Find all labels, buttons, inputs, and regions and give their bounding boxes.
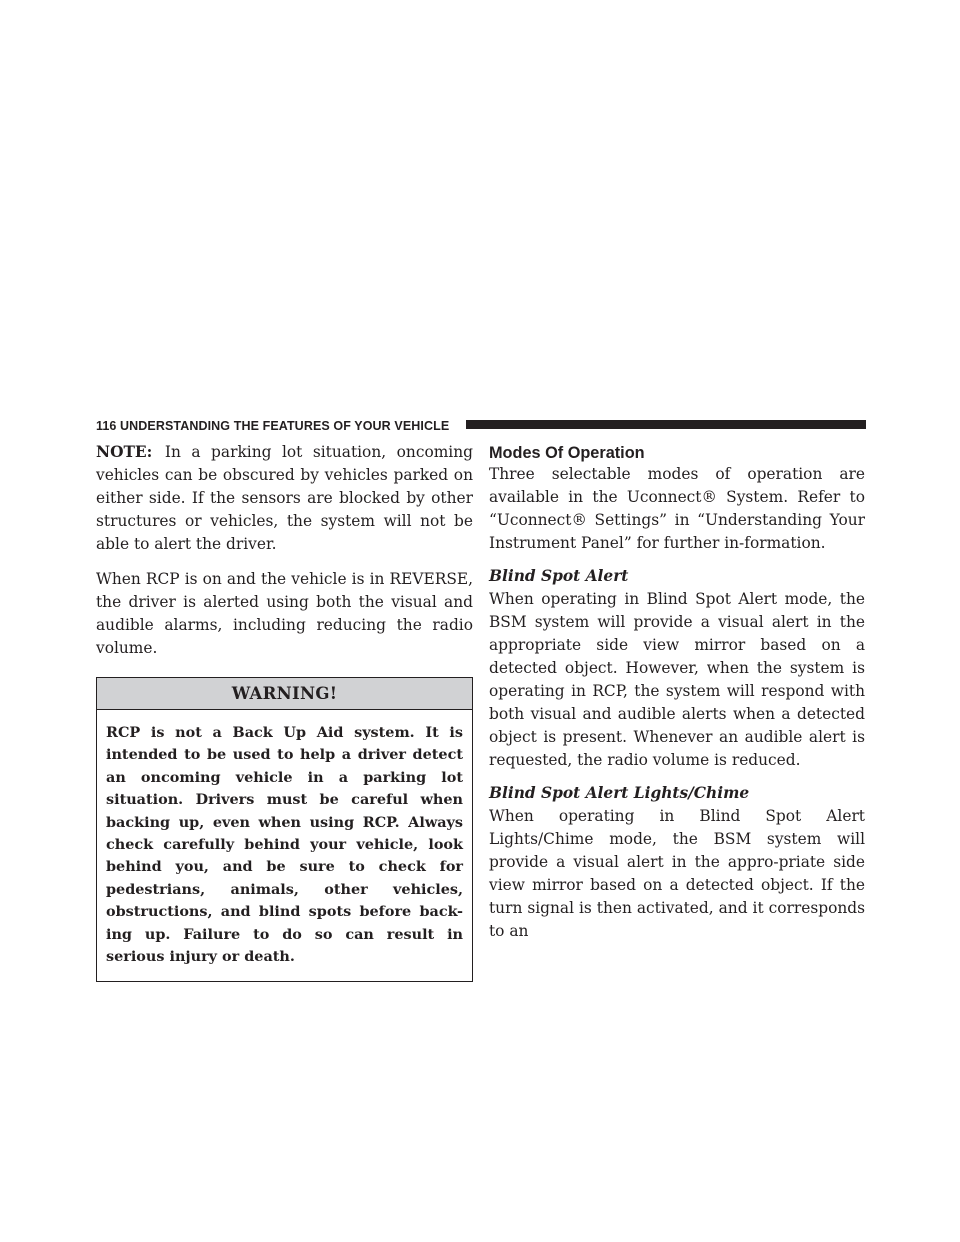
warning-box [96,677,473,982]
note-label: NOTE: [96,443,153,461]
page-number-and-section: 116 UNDERSTANDING THE FEATURES OF YOUR VEHICLE [96,419,450,433]
note-paragraph [96,441,473,556]
reverse-paragraph: When RCP is on and the vehicle is in REVERSE, the driver is alerted using both the visual and audible alarms, including reducing the radio volume. [96,570,473,657]
blind-spot-alert-lights-chime-text: When operating in Blind Spot Alert Lights/Chime mode, the BSM system will provide a visual alert in the appro-priate side view mirror based on a detected object. If the turn signal is then activated, and it corresponds to an [489,807,865,940]
blind-spot-alert-lights-chime-heading: Blind Spot Alert Lights/Chime [489,784,750,802]
page-header [96,417,866,435]
note-text: In a parking lot situation, oncoming vehicles can be obscured by vehicles parked on either side. If the sensors are blocked by other structures or vehicles, the system will not be able to alert the driver. [96,443,473,553]
warning-title: WARNING! [97,678,472,710]
header-rule [466,420,866,429]
warning-body: RCP is not a Back Up Aid system. It is intended to be used to help a driver detect an oncoming vehicle in a parking lot situation. Drivers must be careful when backing up, even when using RCP. Always check carefully behind your vehicle, look behind you, and be sure to check for pedestrians, animals, other vehicles, obstructions, and blind spots before back-ing up. Failure to do so can result in serious injury or death. [106,724,463,966]
section-title: Modes Of Operation [489,444,645,462]
modes-intro: Three selectable modes of operation are available in the Uconnect® System. Refer to “Uconnect® Settings” in “Understanding Your Instrument Panel” for further in-formation. [489,465,865,552]
left-column [96,441,473,982]
right-column [489,441,865,943]
blind-spot-alert-heading: Blind Spot Alert [489,567,629,585]
blind-spot-alert-text: When operating in Blind Spot Alert mode, the BSM system will provide a visual alert in the appropriate side view mirror based on a detected object. However, when the system is operating in RCP, the system will respond with both visual and audible alerts when a detected object is present. Whenever an audible alert is requested, the radio volume is reduced. [489,590,865,769]
